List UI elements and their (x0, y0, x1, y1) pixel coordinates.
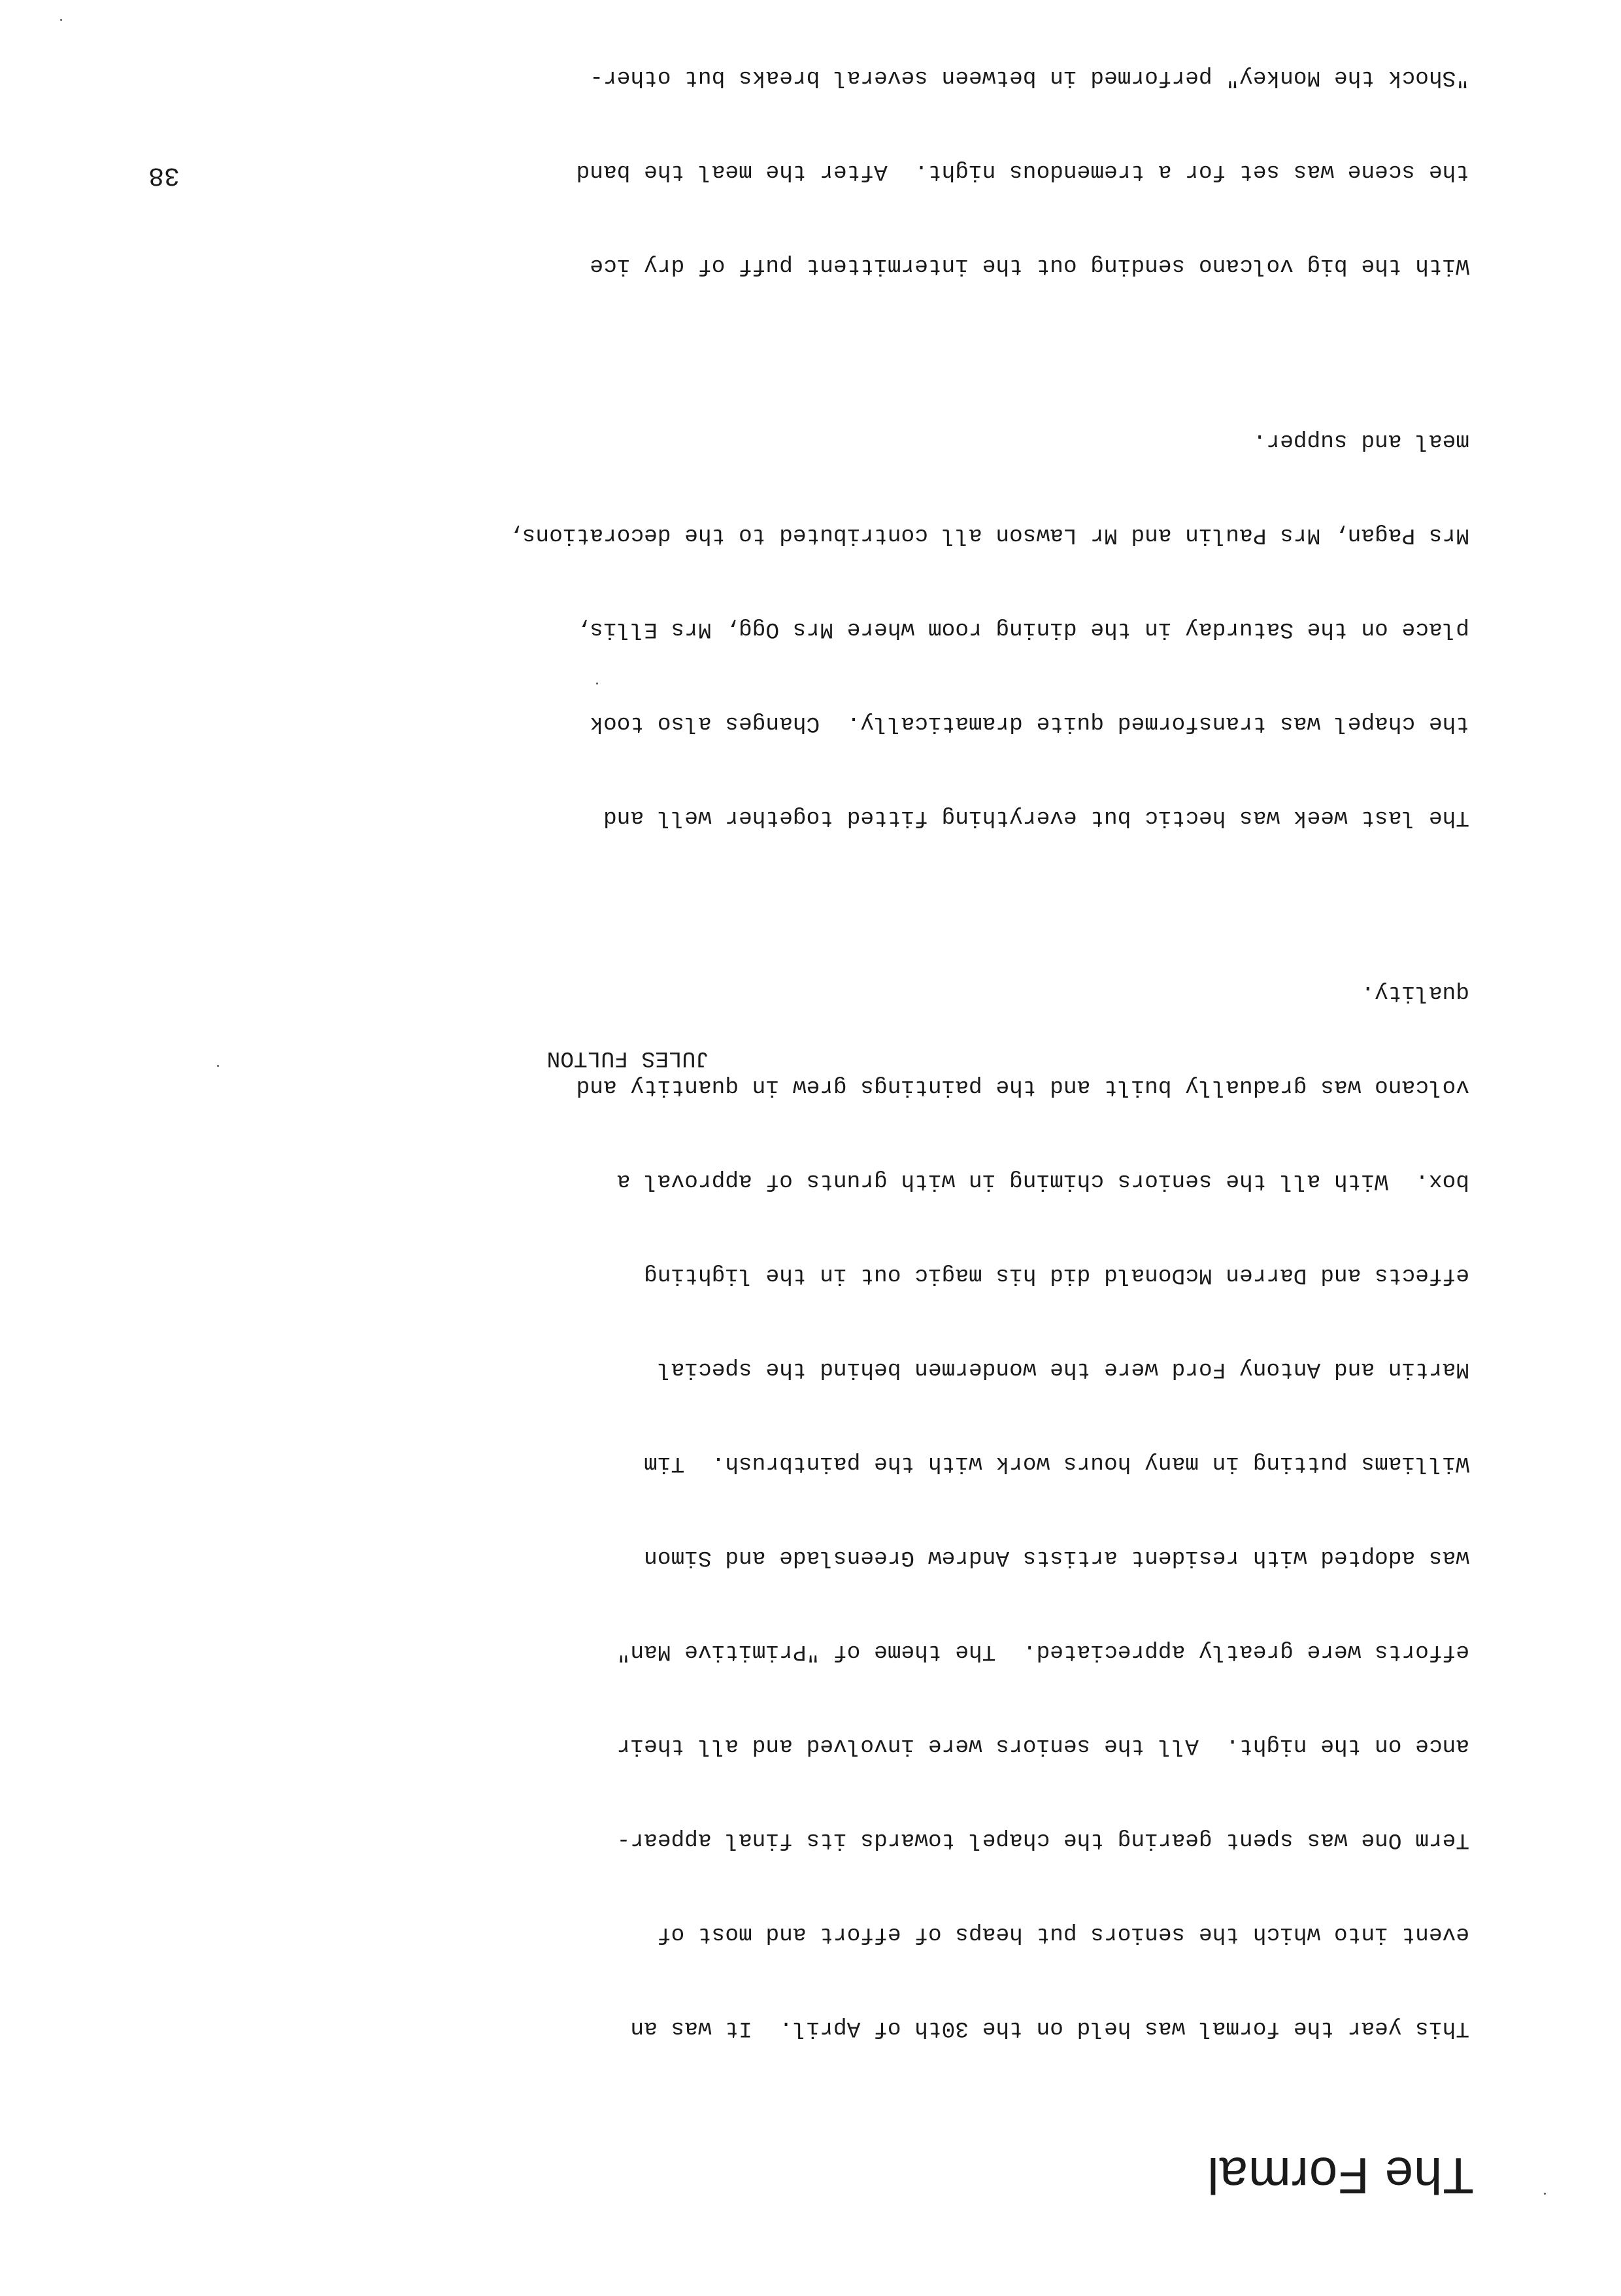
author-signature: JULES FULTON (546, 1045, 709, 1071)
text-line: volcano was gradually built and the paintings grew in quantity and (576, 1074, 1469, 1100)
scan-speck (60, 19, 62, 21)
text-line: This year the formal was held on the 30th of April. It was an (630, 2016, 1469, 2041)
text-line: The last week was hectic but everything fitted together well and (603, 805, 1469, 830)
text-line: efforts were greatly appreciated. The theme of "Primitive Man" (616, 1639, 1469, 1664)
article-body (241, 0, 1469, 2106)
text-line: was adopted with resident artists Andrew Greenslade and Simon (644, 1545, 1469, 1570)
paragraph-1 (241, 914, 1469, 2106)
text-line: effects and Darren McDonald did his magic out in the lighting (644, 1262, 1469, 1288)
text-line: box. With all the seniors chiming in with grunts of approval a (616, 1168, 1469, 1194)
text-line: quality. (1361, 980, 1469, 1005)
page-number: 38 (148, 160, 180, 190)
text-line: the scene was set for a tremendous night. After the meal the band (576, 159, 1469, 184)
text-line: the chapel was transformed quite dramatically. Changes also took (590, 711, 1469, 736)
text-line: ance on the night. All the seniors were involved and all their (616, 1733, 1469, 1759)
text-line: Mrs Pagan, Mrs Paulin and Mr Lawson all contributed to the decorations, (509, 522, 1469, 548)
page-title: The Formal (1207, 2147, 1474, 2204)
text-line: Williams putting in many hours work with the paintbrush. Tim (644, 1451, 1469, 1476)
scan-speck (596, 683, 598, 684)
text-line: event into which the seniors put heaps of effort and most of (657, 1921, 1469, 1947)
scan-speck (1544, 2193, 1546, 2195)
paragraph-2 (241, 362, 1469, 896)
text-line: "Shock the Monkey" performed in between several breaks but other- (590, 65, 1469, 90)
text-line: Martin and Antony Ford were the wondermen behind the special (657, 1357, 1469, 1382)
paragraph-3 (241, 0, 1469, 344)
text-line: meal and supper. (1252, 428, 1469, 454)
scan-speck (217, 1065, 219, 1067)
text-line: With the big volcano sending out the intermittent puff of dry ice (590, 253, 1469, 279)
text-line: Term One was spent gearing the chapel towards its final appear- (616, 1827, 1469, 1853)
text-line: place on the Saturday in the dining room where Mrs Ogg, Mrs Ellis, (576, 616, 1469, 642)
